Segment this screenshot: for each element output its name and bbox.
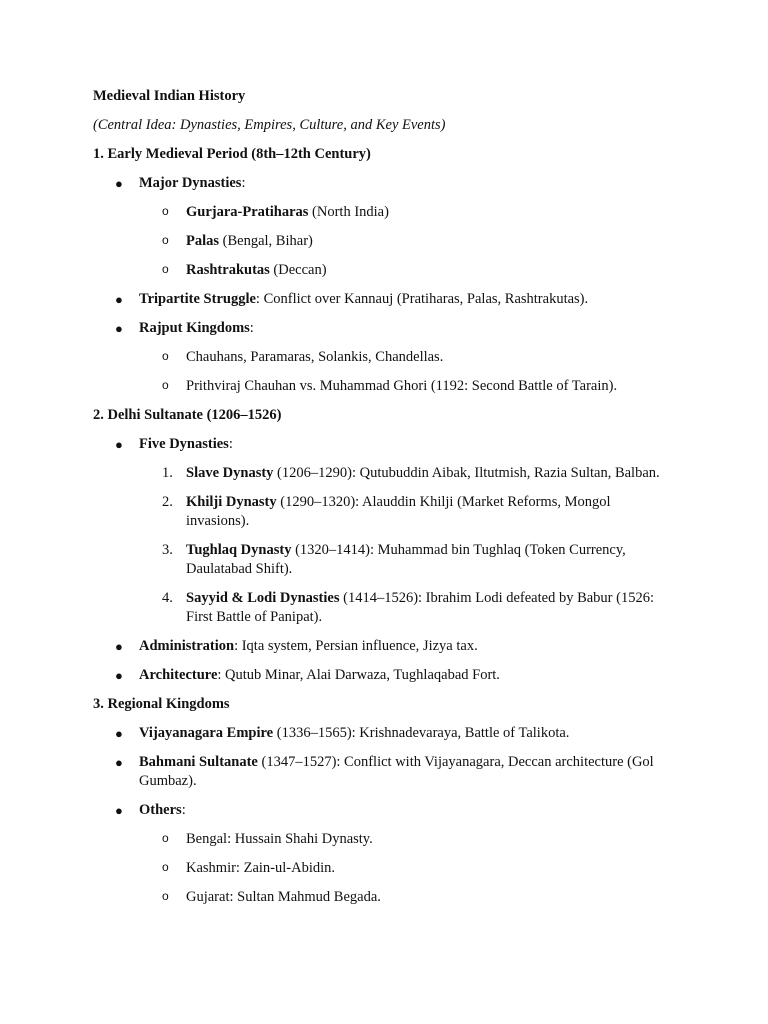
bullet-icon: ● <box>115 437 123 452</box>
bullet-icon: ● <box>115 803 123 818</box>
list-number: 3. <box>162 542 173 558</box>
sub-list-item <box>93 261 673 280</box>
item-text: : <box>181 802 186 818</box>
item-text: (1347–1527): Conflict with Vijayanagara, Deccan architecture (Gol Gumbaz). <box>139 754 654 789</box>
bullet-list <box>93 724 673 820</box>
bullet-list <box>93 435 673 454</box>
item-text: (1414–1526): Ibrahim Lodi defeated by Babur (1526: First Battle of Panipat). <box>186 590 654 625</box>
bullet-icon: ● <box>115 321 123 336</box>
item-text: Gujarat: Sultan Mahmud Begada. <box>186 889 381 905</box>
item-term: Gurjara-Pratiharas <box>186 204 309 220</box>
item-term: Tripartite Struggle <box>139 291 256 307</box>
item-term: Five Dynasties <box>139 436 229 452</box>
item-text: (1290–1320): Alauddin Khilji (Market Reforms, Mongol invasions). <box>186 494 611 529</box>
sub-list <box>93 348 673 396</box>
item-text: : <box>241 175 246 191</box>
sub-list-item <box>93 232 673 251</box>
section-heading: 3. Regional Kingdoms <box>93 696 230 712</box>
bullet-list <box>93 290 673 338</box>
item-term: Rashtrakutas <box>186 262 270 278</box>
bullet-icon: ● <box>115 726 123 741</box>
item-term: Tughlaq Dynasty <box>186 542 292 558</box>
item-text: (1320–1414): Muhammad bin Tughlaq (Token Currency, Daulatabad Shift). <box>186 542 626 577</box>
bullet-icon: ● <box>115 755 123 770</box>
item-text: Kashmir: Zain-ul-Abidin. <box>186 860 336 876</box>
list-item <box>93 319 673 338</box>
list-item <box>93 724 673 743</box>
item-text: : Conflict over Kannauj (Pratiharas, Palas, Rashtrakutas). <box>255 291 589 307</box>
sub-list-item <box>93 203 673 222</box>
item-text: Bengal: Hussain Shahi Dynasty. <box>186 831 373 847</box>
circle-bullet-icon: o <box>162 378 169 392</box>
item-text: : <box>249 320 254 336</box>
item-term: Vijayanagara Empire <box>139 725 274 741</box>
circle-bullet-icon: o <box>162 204 169 218</box>
list-item <box>93 290 673 309</box>
item-text: (1336–1565): Krishnadevaraya, Battle of Talikota. <box>273 725 570 741</box>
item-text: (Deccan) <box>269 262 327 278</box>
item-term: Rajput Kingdoms <box>139 320 250 336</box>
item-text: (North India) <box>308 204 389 220</box>
sub-list-item <box>93 859 673 878</box>
item-term: Slave Dynasty <box>186 465 274 481</box>
bullet-list <box>93 637 673 685</box>
circle-bullet-icon: o <box>162 233 169 247</box>
item-term: Administration <box>139 638 235 654</box>
section-heading: 2. Delhi Sultanate (1206–1526) <box>93 407 282 423</box>
bullet-icon: ● <box>115 292 123 307</box>
item-text: (Bengal, Bihar) <box>219 233 313 249</box>
bullet-icon: ● <box>115 176 123 191</box>
item-text: Chauhans, Paramaras, Solankis, Chandellas. <box>186 349 444 365</box>
item-term: Sayyid & Lodi Dynasties <box>186 590 340 606</box>
sub-list <box>93 203 673 280</box>
item-term: Architecture <box>139 667 218 683</box>
item-term: Others <box>139 802 182 818</box>
numbered-list <box>93 464 673 627</box>
item-text: : Iqta system, Persian influence, Jizya tax. <box>234 638 478 654</box>
item-text: Prithviraj Chauhan vs. Muhammad Ghori (1192: Second Battle of Tarain). <box>186 378 618 394</box>
bullet-icon: ● <box>115 639 123 654</box>
sub-list-item <box>93 377 673 396</box>
document-page <box>93 87 673 917</box>
item-text: : Qutub Minar, Alai Darwaza, Tughlaqabad Fort. <box>217 667 500 683</box>
circle-bullet-icon: o <box>162 831 169 845</box>
item-term: Khilji Dynasty <box>186 494 277 510</box>
item-text: : <box>228 436 233 452</box>
circle-bullet-icon: o <box>162 349 169 363</box>
item-text: (1206–1290): Qutubuddin Aibak, Iltutmish, Razia Sultan, Balban. <box>273 465 660 481</box>
list-item <box>93 801 673 820</box>
list-number: 1. <box>162 465 173 481</box>
numbered-list-item <box>93 493 673 531</box>
item-term: Palas <box>186 233 220 249</box>
list-item <box>93 174 673 193</box>
bullet-icon: ● <box>115 668 123 683</box>
circle-bullet-icon: o <box>162 889 169 903</box>
list-item <box>93 637 673 656</box>
document-title: Medieval Indian History <box>93 88 246 104</box>
circle-bullet-icon: o <box>162 860 169 874</box>
sub-list-item <box>93 830 673 849</box>
sub-list-item <box>93 348 673 367</box>
numbered-list-item <box>93 464 673 483</box>
list-number: 4. <box>162 590 173 606</box>
sub-list-item <box>93 888 673 907</box>
item-term: Major Dynasties <box>139 175 242 191</box>
list-item <box>93 666 673 685</box>
sub-list <box>93 830 673 907</box>
list-item <box>93 753 673 791</box>
section-heading: 1. Early Medieval Period (8th–12th Century) <box>93 146 371 162</box>
bullet-list <box>93 174 673 193</box>
numbered-list-item <box>93 541 673 579</box>
document-subtitle: (Central Idea: Dynasties, Empires, Culture, and Key Events) <box>93 117 446 133</box>
numbered-list-item <box>93 589 673 627</box>
list-number: 2. <box>162 494 173 510</box>
circle-bullet-icon: o <box>162 262 169 276</box>
list-item <box>93 435 673 454</box>
item-term: Bahmani Sultanate <box>139 754 258 770</box>
